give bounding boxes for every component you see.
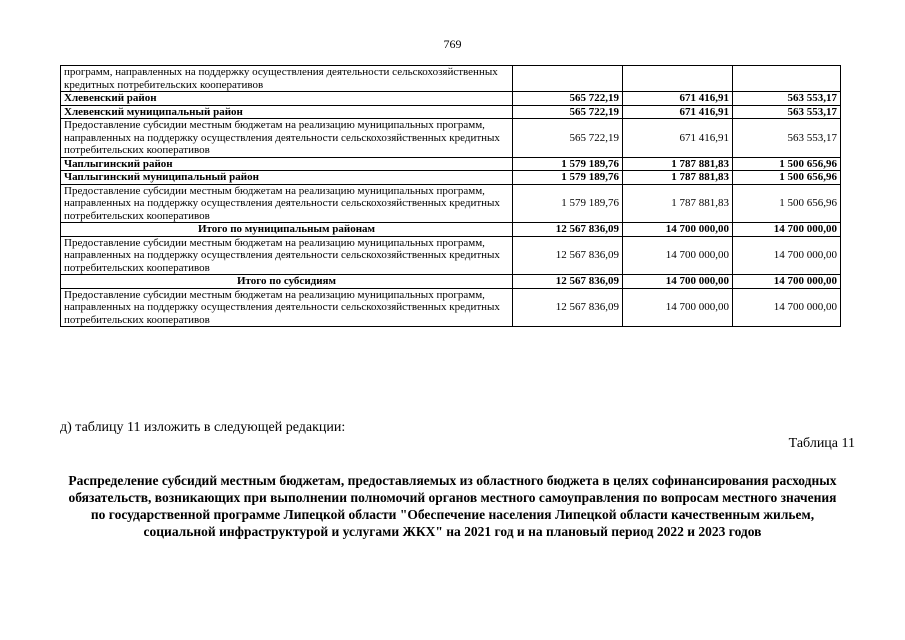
- value-2023-cell: 14 700 000,00: [733, 275, 841, 289]
- value-2022-cell: 1 787 881,83: [623, 184, 733, 223]
- value-2023-cell: [733, 66, 841, 92]
- row-name-cell: Предоставление субсидии местным бюджетам на реализацию муниципальных программ, направленных на поддержку осуществления деятельности сельскохозяйственных кредитных потребительских кооперативов: [61, 236, 513, 275]
- value-2022-cell: [623, 66, 733, 92]
- value-2021-cell: 12 567 836,09: [513, 236, 623, 275]
- page-number: 769: [443, 37, 462, 51]
- value-2023-cell: 1 500 656,96: [733, 157, 841, 171]
- value-2023-cell: 1 500 656,96: [733, 171, 841, 185]
- document-title: Распределение субсидий местным бюджетам, предоставляемых из областного бюджета в целях софинансирования расходных обязательств, возникающих при выполнении полномочий органов местного самоуправления по вопросам местного значения по государственной программе Липецкой области "Обеспечение населения Липецкой области качественным жильем, социальной инфраструктурой и услугами ЖКХ" на 2021 год и на плановый период 2022 и 2023 годов: [68, 473, 837, 539]
- value-2021-cell: 565 722,19: [513, 105, 623, 119]
- value-2023-cell: 1 500 656,96: [733, 184, 841, 223]
- table-row: [61, 184, 841, 223]
- value-2021-cell: 1 579 189,76: [513, 184, 623, 223]
- value-2023-cell: 14 700 000,00: [733, 236, 841, 275]
- row-name-cell: Итого по муниципальным районам: [61, 223, 513, 237]
- table-label: Таблица 11: [788, 436, 855, 451]
- row-name-cell: Предоставление субсидии местным бюджетам на реализацию муниципальных программ, направленных на поддержку осуществления деятельности сельскохозяйственных кредитных потребительских кооперативов: [61, 119, 513, 158]
- table-row: [61, 119, 841, 158]
- value-2021-cell: 565 722,19: [513, 119, 623, 158]
- value-2022-cell: 14 700 000,00: [623, 236, 733, 275]
- value-2022-cell: 1 787 881,83: [623, 171, 733, 185]
- value-2021-cell: 12 567 836,09: [513, 275, 623, 289]
- value-2022-cell: 14 700 000,00: [623, 275, 733, 289]
- value-2021-cell: 12 567 836,09: [513, 288, 623, 327]
- value-2022-cell: 671 416,91: [623, 105, 733, 119]
- value-2023-cell: 14 700 000,00: [733, 223, 841, 237]
- table-row: [61, 105, 841, 119]
- value-2021-cell: 1 579 189,76: [513, 171, 623, 185]
- value-2021-cell: [513, 66, 623, 92]
- value-2022-cell: 671 416,91: [623, 119, 733, 158]
- table-row: [61, 66, 841, 92]
- value-2021-cell: 565 722,19: [513, 92, 623, 106]
- row-name-cell: Итого по субсидиям: [61, 275, 513, 289]
- value-2022-cell: 671 416,91: [623, 92, 733, 106]
- value-2021-cell: 12 567 836,09: [513, 223, 623, 237]
- row-name-cell: программ, направленных на поддержку осуществления деятельности сельскохозяйственных кредитных потребительских кооперативов: [61, 66, 513, 92]
- table-row: [61, 223, 841, 237]
- value-2022-cell: 14 700 000,00: [623, 288, 733, 327]
- subsidies-table-body: [61, 66, 841, 327]
- row-name-cell: Предоставление субсидии местным бюджетам на реализацию муниципальных программ, направленных на поддержку осуществления деятельности сельскохозяйственных кредитных потребительских кооперативов: [61, 288, 513, 327]
- subsidies-table: [60, 65, 841, 327]
- amendment-instruction: д) таблицу 11 изложить в следующей редакции:: [60, 420, 346, 435]
- table-row: [61, 92, 841, 106]
- value-2021-cell: 1 579 189,76: [513, 157, 623, 171]
- table-row: [61, 157, 841, 171]
- row-name-cell: Предоставление субсидии местным бюджетам на реализацию муниципальных программ, направленных на поддержку осуществления деятельности сельскохозяйственных кредитных потребительских кооперативов: [61, 184, 513, 223]
- value-2022-cell: 1 787 881,83: [623, 157, 733, 171]
- table-row: [61, 171, 841, 185]
- value-2023-cell: 563 553,17: [733, 105, 841, 119]
- table-row: [61, 236, 841, 275]
- value-2023-cell: 563 553,17: [733, 119, 841, 158]
- row-name-cell: Чаплыгинский муниципальный район: [61, 171, 513, 185]
- table-row: [61, 288, 841, 327]
- row-name-cell: Хлевенский муниципальный район: [61, 105, 513, 119]
- row-name-cell: Хлевенский район: [61, 92, 513, 106]
- value-2023-cell: 14 700 000,00: [733, 288, 841, 327]
- table-row: [61, 275, 841, 289]
- row-name-cell: Чаплыгинский район: [61, 157, 513, 171]
- value-2023-cell: 563 553,17: [733, 92, 841, 106]
- value-2022-cell: 14 700 000,00: [623, 223, 733, 237]
